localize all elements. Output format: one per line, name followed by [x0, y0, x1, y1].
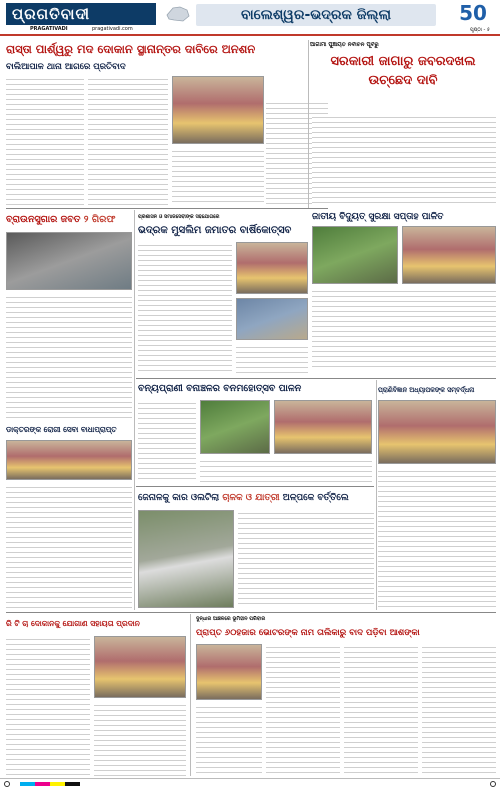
story-5-kicker: ପ୍ରଶାସନ ଓ ସମାଜସେବୀଙ୍କ ସହଯୋଗରେ: [138, 214, 220, 220]
electrical-safety-photo: [312, 226, 398, 284]
story-3-body: [312, 288, 496, 368]
story-9-headline: [138, 490, 374, 506]
police-photo: [6, 232, 132, 290]
story-10-body: [6, 636, 90, 776]
divider: [6, 612, 496, 613]
story-8-body: [6, 484, 132, 608]
plantation-photo-2: [274, 400, 372, 454]
story-3-headline: ଜାତୀୟ ବିଦ୍ୟୁତ୍ ସୁରକ୍ଷା ସପ୍ତାହ ପାଳିତ: [312, 212, 444, 222]
divider: [136, 486, 374, 487]
story-1-body-col-1: [6, 76, 84, 206]
story-9-headline-tail: ଅଳ୍ପକେ ବର୍ତ୍ତିଲେ: [282, 493, 349, 503]
story-11-body-1: [196, 704, 262, 776]
story-4-headline-highlight: ୨ ଗିରଫ: [83, 214, 116, 225]
story-11-body-2: [266, 644, 340, 776]
story-9-body: [238, 510, 374, 608]
odisha-map-icon: [165, 5, 191, 23]
story-1-body-col-3: [172, 148, 264, 206]
protest-photo: [172, 76, 264, 144]
column-rule: [376, 380, 377, 610]
voter-photo: [196, 644, 262, 700]
masthead: [0, 0, 500, 36]
story-5-headline: ଭଦ୍ରକ ମୁସଲିମ ଜମାତର ବାର୍ଷିକୋତ୍ସବ: [138, 225, 292, 236]
newspaper-logo: ପ୍ରଗତିବାଦୀ: [6, 3, 156, 25]
overturned-car-photo: [138, 510, 234, 608]
column-rule: [134, 210, 135, 610]
story-2-kicker: ଆଗାମୀ ପୁଞ୍ଚାୟତ ନିର୍ବାଚନ ପୂର୍ବରୁ: [310, 42, 379, 48]
story-6-body-2: [200, 458, 372, 482]
story-11-body-4: [422, 644, 496, 776]
story-5-body-2: [236, 344, 308, 374]
story-8-headline: ଡାକ୍ତରଙ୍କ ରୋଗୀ ସେବା ବାଧାପ୍ରାପ୍ତ: [6, 425, 117, 434]
felicitation-photo: [378, 400, 496, 464]
jamat-photo-2: [236, 298, 308, 340]
story-7-headline: ପ୍ରାଣିବିଜ୍ଞାନ ଅଧ୍ୟାପକଙ୍କ ସମ୍ବର୍ଦ୍ଧନା: [378, 386, 475, 394]
column-rule: [308, 40, 309, 208]
story-11-body-3: [344, 644, 418, 776]
story-11-kicker: ଦୁନ୍ଧାର ଆଞ୍ଚଳରେ ଭୂମିହୀନ ପରିବାର: [196, 616, 266, 622]
story-7-body: [378, 468, 496, 608]
story-2-body: [312, 114, 496, 206]
anniversary-logo: [452, 2, 494, 26]
story-6-body: [138, 400, 196, 482]
story-4-headline-text: ବ୍ରାଉନସୁଗାର ଜବତ: [6, 214, 81, 225]
registration-mark-icon: [4, 781, 10, 787]
story-4-headline: [6, 212, 132, 228]
story-10-headline: ରି ଟି ଚା ଦୋକାନକୁ ଯୋଗାଣ ସହାୟତା ପ୍ରଦାନ: [6, 619, 140, 628]
story-1-headline: ରାସ୍ତା ପାର୍ଶ୍ୱରୁ ମଦ ଦୋକାନ ସ୍ଥାନାନ୍ତର ଦାବିରେ ଅନଶନ: [6, 42, 256, 56]
edition-banner: ବାଲେଶ୍ୱର-ଭଦ୍ରକ ଜିଲ୍ଲା: [196, 4, 436, 26]
jamat-photo-1: [236, 242, 308, 294]
tea-stall-photo: [94, 636, 186, 698]
column-rule: [190, 614, 191, 776]
story-9-headline-highlight: ଚାଳକ ଓ ଯାତ୍ରୀ: [222, 493, 280, 503]
story-10-body-2: [94, 702, 186, 776]
print-footer: [0, 778, 500, 788]
story-1-subhead: ବାଲିଆପାଳ ଥାନା ଆଗରେ ପ୍ରତିବାଦ: [6, 62, 126, 72]
divider: [6, 208, 328, 209]
story-2-headline: ସରକାରୀ ଜାଗାରୁ ଜବରଦଖଲ ଉଚ୍ଛେଦ ଦାବି: [330, 54, 476, 88]
safety-week-photo: [402, 226, 496, 284]
color-bar: [20, 782, 80, 786]
story-6-headline: ବନ୍ୟପ୍ରାଣୀ ବନାଞ୍ଚଳର ବନମହୋତ୍ସବ ପାଳନ: [138, 383, 302, 394]
story-4-body: [6, 294, 132, 418]
divider: [136, 378, 496, 379]
anniversary-number: 50: [459, 1, 487, 25]
page-number: ପୃଷ୍ଠା - ୫: [470, 27, 491, 33]
story-11-headline: ପ୍ରାପ୍ତ ୬୦ହଜାର ଭୋଟରଙ୍କ ନାମ ତାଲିକାରୁ ବାଦ ପଡ଼ିବା ଆଶଙ୍କା: [196, 628, 420, 638]
story-9-headline-text: ଜେନାଳକୁ କାର ଓଲଟିଲା: [138, 493, 220, 503]
story-5-body: [138, 242, 232, 374]
plantation-photo-1: [200, 400, 270, 454]
logo-english: PRAGATIVADI: [30, 26, 68, 32]
registration-mark-icon: [490, 781, 496, 787]
story-1-body-col-2: [88, 76, 168, 206]
doctors-photo: [6, 440, 132, 480]
website-url: pragativadi.com: [92, 26, 133, 32]
